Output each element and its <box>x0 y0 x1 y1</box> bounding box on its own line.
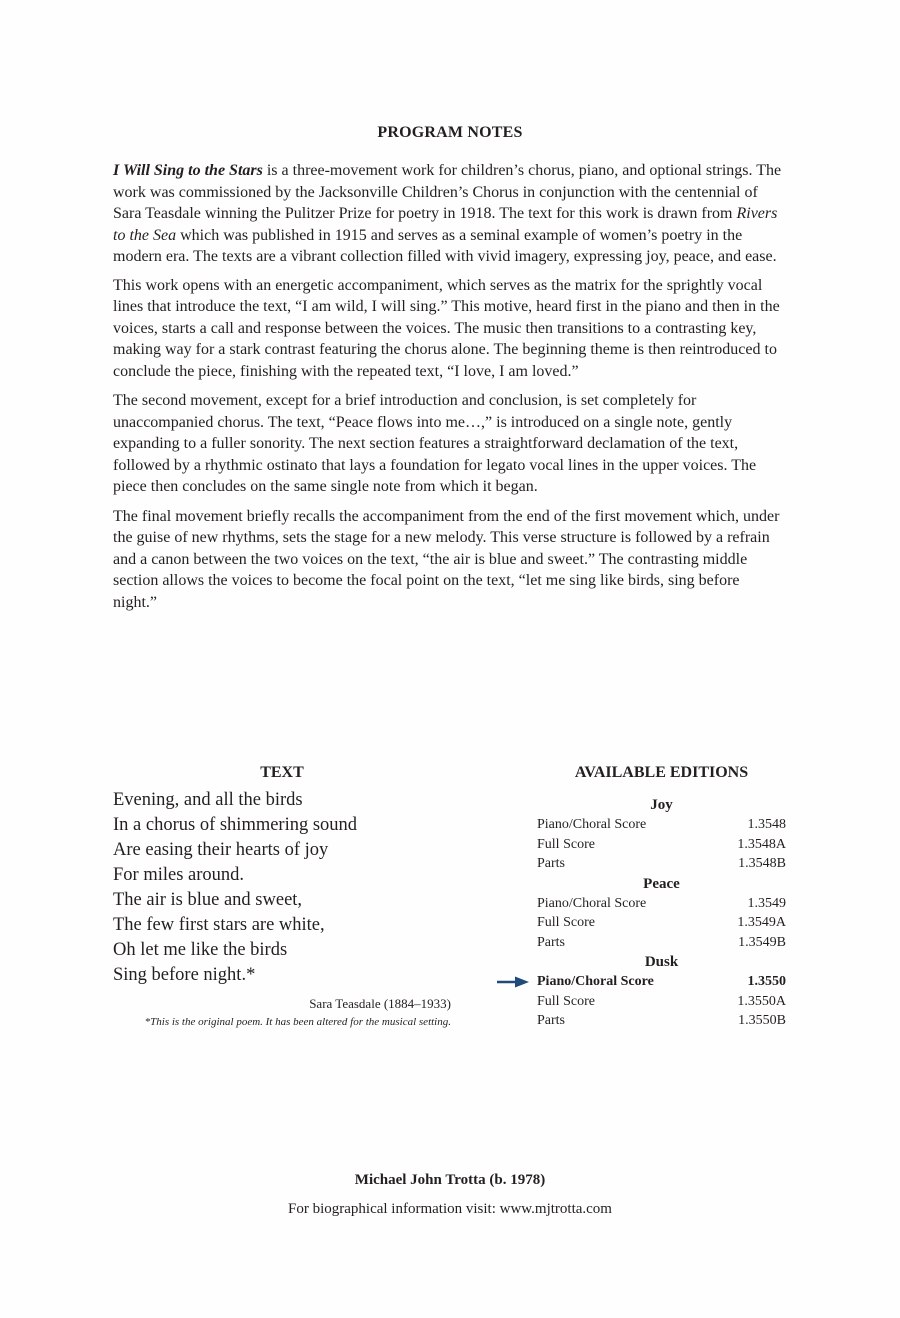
edition-label: Full Score <box>537 915 595 930</box>
edition-group-name: Peace <box>643 875 680 892</box>
poem-line: The few first stars are white, <box>113 915 325 935</box>
notes-paragraph-1 <box>113 160 785 268</box>
edition-row <box>537 854 786 874</box>
edition-row <box>537 913 786 933</box>
arrow-right-icon <box>497 976 529 988</box>
program-notes-body <box>113 160 785 621</box>
edition-label: Parts <box>537 856 565 871</box>
edition-code: 1.3548B <box>738 856 786 871</box>
available-editions <box>537 764 786 1031</box>
edition-code: 1.3550A <box>737 993 786 1009</box>
work-title: I Will Sing to the Stars <box>113 162 263 179</box>
notes-p1-part-b: which was published in 1915 and serves as a seminal example of women’s poetry in the modern era. The texts are a vibrant collection filled with vivid imagery, expressing joy, peace, and ease. <box>113 226 777 265</box>
edition-code: 1.3548 <box>747 817 786 832</box>
edition-group-joy <box>537 795 786 874</box>
edition-row <box>537 1011 786 1031</box>
poem-line: Oh let me like the birds <box>113 940 288 960</box>
edition-group-peace <box>537 874 786 953</box>
poem-line: The air is blue and sweet, <box>113 890 303 910</box>
poem-line: Evening, and all the birds <box>113 790 303 810</box>
edition-row <box>537 835 786 855</box>
edition-label: Parts <box>537 1013 565 1028</box>
edition-code: 1.3550 <box>747 974 786 989</box>
edition-code: 1.3549B <box>738 934 786 950</box>
notes-paragraph-2: This work opens with an energetic accompaniment, which serves as the matrix for the sprightly vocal lines that introduce the text, “I am wild, I will sing.” This motive, heard first in the piano and then in the voices, starts a call and response between the voices. The music then transitions to a contrasting key, making way for a stark contrast featuring the chorus alone. The beginning theme is then reintroduced to conclude the piece, finishing with the repeated text, “I love, I am loved.” <box>113 276 780 380</box>
edition-group-name: Joy <box>650 797 673 813</box>
edition-code: 1.3548A <box>737 836 786 852</box>
edition-label: Full Score <box>537 836 595 852</box>
edition-row <box>537 815 786 835</box>
composer-name: Michael John Trotta (b. 1978) <box>354 1172 546 1188</box>
edition-label: Piano/Choral Score <box>537 817 647 832</box>
edition-group-name: Dusk <box>644 954 679 970</box>
poem-line: For miles around. <box>113 865 245 885</box>
edition-label: Piano/Choral Score <box>537 895 647 911</box>
edition-label: Parts <box>537 934 565 950</box>
edition-row <box>537 894 786 914</box>
arrow-head <box>515 977 529 988</box>
edition-code: 1.3550B <box>738 1013 786 1028</box>
notes-paragraph-3: The second movement, except for a brief introduction and conclusion, is set completely for unaccompanied chorus. The text, “Peace flows into me…,” is introduced on a single note, gently expanding to a fuller sonority. The next section features a straightforward declamation of the text, followed by a rhythmic ostinato that lays a foundation for legato vocal lines in the upper voices. The piece then concludes on the same single note from which it began. <box>113 392 757 495</box>
edition-label: Piano/Choral Score <box>537 974 654 989</box>
edition-row-highlighted <box>537 972 786 992</box>
edition-row <box>537 992 786 1012</box>
poem-line: In a chorus of shimmering sound <box>113 815 358 835</box>
poem-author: Sara Teasdale (1884–1933) <box>309 996 451 1011</box>
poem-line: Are easing their hearts of joy <box>113 840 329 860</box>
edition-label: Full Score <box>537 993 595 1009</box>
text-section-title: TEXT <box>260 764 304 781</box>
composer-bio-link: For biographical information visit: www.mjtrotta.com <box>288 1201 612 1217</box>
poem <box>113 788 458 988</box>
notes-paragraph-4: The final movement briefly recalls the accompaniment from the end of the first movement which, under the guise of new rhythms, sets the stage for a new melody. This verse structure is followed by a refrain and a canon between the two voices on the text, “the air is blue and sweet.” The contrasting middle section allows the voices to become the focal point on the text, “let me sing like birds, sing before night.” <box>113 507 780 611</box>
notes-p1-part-a: is a three-movement work for children’s chorus, piano, and optional strings. The work was commissioned by the Jacksonville Children’s Chorus in conjunction with the centennial of Sara Teasdale winning the Pulitzer Prize for poetry in 1918. The text for this work is drawn from <box>113 162 782 222</box>
edition-code: 1.3549A <box>737 915 786 930</box>
edition-row <box>537 933 786 953</box>
editions-title: AVAILABLE EDITIONS <box>574 764 749 781</box>
program-notes-title: PROGRAM NOTES <box>377 124 523 141</box>
poem-line: Sing before night.* <box>113 965 256 985</box>
poem-section <box>113 764 458 1028</box>
edition-group-dusk <box>537 952 786 1031</box>
source-title: Rivers to the Sea <box>113 205 778 244</box>
edition-code: 1.3549 <box>747 895 786 911</box>
poem-footnote: *This is the original poem. It has been altered for the musical setting. <box>144 1016 451 1028</box>
